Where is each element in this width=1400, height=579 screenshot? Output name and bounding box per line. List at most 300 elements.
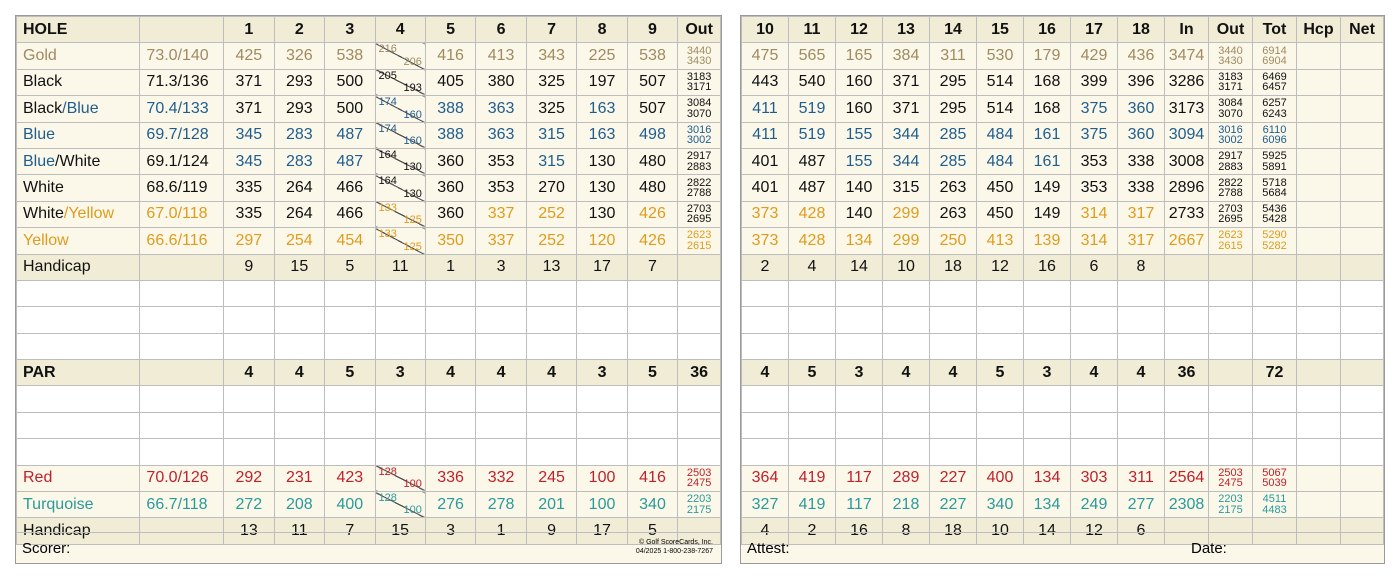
- hole-handicap: 4: [742, 518, 789, 544]
- hcp-cell[interactable]: [1297, 492, 1341, 518]
- score-entry-cell[interactable]: [1165, 439, 1209, 465]
- hole-par: 3: [836, 360, 883, 386]
- hole-yardage: 314: [1071, 201, 1118, 227]
- score-entry-cell[interactable]: [425, 307, 475, 333]
- score-row: [742, 307, 1384, 333]
- hole-yardage-split: [375, 201, 425, 227]
- hole-yardage: 326: [274, 43, 324, 69]
- score-entry-cell[interactable]: [627, 307, 677, 333]
- score-entry-cell[interactable]: [1071, 412, 1118, 438]
- net-cell[interactable]: [1341, 96, 1384, 122]
- hole-handicap: 10: [883, 254, 930, 280]
- total-upper: 2917: [686, 150, 712, 163]
- score-entry-cell[interactable]: [1118, 307, 1165, 333]
- hcp-cell[interactable]: [1297, 175, 1341, 201]
- total-upper: 3016: [686, 123, 712, 136]
- score-entry-cell[interactable]: [476, 386, 526, 412]
- hole-yardage: 423: [325, 465, 375, 491]
- hcp-cell[interactable]: [1297, 465, 1341, 491]
- hole-yardage: 514: [977, 69, 1024, 95]
- hole-yardage: 450: [977, 175, 1024, 201]
- total-upper: 2703: [1218, 202, 1243, 215]
- par-spacer: [140, 360, 224, 386]
- net-cell[interactable]: [1341, 492, 1384, 518]
- score-entry-cell[interactable]: [476, 439, 526, 465]
- score-entry-cell[interactable]: [1118, 412, 1165, 438]
- score-entry-cell[interactable]: [789, 333, 836, 359]
- score-entry-cell[interactable]: [742, 412, 789, 438]
- hole-yardage-split: [375, 175, 425, 201]
- score-entry-cell[interactable]: [836, 307, 883, 333]
- total-upper: 6257: [1262, 97, 1287, 110]
- score-entry-cell[interactable]: [1209, 307, 1253, 333]
- score-entry-cell[interactable]: [274, 333, 324, 359]
- hole-yardage-split: [375, 43, 425, 69]
- score-entry-cell[interactable]: [678, 386, 721, 412]
- hole-yardage: 314: [1071, 228, 1118, 254]
- out-total: [678, 201, 721, 227]
- tee-row: [17, 175, 721, 201]
- score-entry-cell[interactable]: [1071, 307, 1118, 333]
- score-entry-cell[interactable]: [1297, 439, 1341, 465]
- score-entry-cell[interactable]: [425, 412, 475, 438]
- score-entry-cell[interactable]: [526, 412, 576, 438]
- hole-yardage: 100: [577, 465, 627, 491]
- hole-yardage: 335: [224, 201, 274, 227]
- yardage-upper: 174: [378, 122, 397, 135]
- score-entry-cell[interactable]: [742, 307, 789, 333]
- handicap-empty: [1297, 254, 1341, 280]
- score-entry-cell[interactable]: [1341, 280, 1384, 306]
- tee-name: [17, 175, 140, 201]
- score-entry-cell[interactable]: [1253, 386, 1297, 412]
- hole-yardage: 428: [789, 228, 836, 254]
- hole-yardage: 117: [836, 492, 883, 518]
- hole-yardage-split: [375, 492, 425, 518]
- score-entry-cell[interactable]: [1071, 386, 1118, 412]
- score-entry-cell[interactable]: [1253, 439, 1297, 465]
- score-entry-cell[interactable]: [930, 307, 977, 333]
- score-entry-cell[interactable]: [1165, 280, 1209, 306]
- score-entry-cell[interactable]: [789, 280, 836, 306]
- score-entry-cell[interactable]: [224, 386, 274, 412]
- hole-yardage: 218: [883, 492, 930, 518]
- hole-handicap: 16: [836, 518, 883, 544]
- score-entry-cell[interactable]: [883, 307, 930, 333]
- score-entry-cell[interactable]: [1341, 439, 1384, 465]
- score-entry-cell[interactable]: [883, 412, 930, 438]
- score-entry-cell[interactable]: [526, 307, 576, 333]
- yardage-upper: 133: [378, 201, 397, 214]
- score-entry-cell[interactable]: [224, 412, 274, 438]
- hole-handicap: 3: [425, 518, 475, 544]
- score-entry-cell[interactable]: [325, 386, 375, 412]
- tee-rating: 69.7/128: [140, 122, 224, 148]
- score-entry-cell[interactable]: [1118, 333, 1165, 359]
- score-entry-cell[interactable]: [883, 333, 930, 359]
- score-entry-cell[interactable]: [1118, 439, 1165, 465]
- hole-row: [742, 17, 1384, 43]
- score-entry-cell[interactable]: [526, 280, 576, 306]
- score-entry-cell[interactable]: [789, 412, 836, 438]
- tee-rating: 71.3/136: [140, 69, 224, 95]
- hole-yardage: 360: [1118, 122, 1165, 148]
- score-entry-cell[interactable]: [742, 333, 789, 359]
- score-entry-cell[interactable]: [1297, 333, 1341, 359]
- hole-number: 13: [883, 17, 930, 43]
- hole-yardage: 263: [930, 175, 977, 201]
- score-entry-cell[interactable]: [836, 386, 883, 412]
- score-entry-cell[interactable]: [375, 412, 425, 438]
- tee-row: [17, 96, 721, 122]
- score-entry-cell[interactable]: [526, 439, 576, 465]
- net-cell[interactable]: [1341, 175, 1384, 201]
- total-upper: 5290: [1262, 229, 1287, 242]
- tee-row: [17, 228, 721, 254]
- total-upper: 6914: [1262, 44, 1287, 57]
- score-entry-cell[interactable]: [742, 439, 789, 465]
- score-entry-cell[interactable]: [1024, 307, 1071, 333]
- score-entry-cell[interactable]: [375, 280, 425, 306]
- score-entry-cell[interactable]: [977, 280, 1024, 306]
- score-entry-cell[interactable]: [526, 333, 576, 359]
- score-entry-cell[interactable]: [1209, 412, 1253, 438]
- hole-yardage: 375: [1071, 96, 1118, 122]
- hole-yardage: 289: [883, 465, 930, 491]
- score-entry-cell[interactable]: [1118, 280, 1165, 306]
- yardage-upper: 128: [378, 465, 397, 478]
- score-entry-cell[interactable]: [1165, 386, 1209, 412]
- hcp-cell[interactable]: [1297, 122, 1341, 148]
- score-entry-cell[interactable]: [325, 333, 375, 359]
- score-entry-cell[interactable]: [526, 386, 576, 412]
- score-entry-cell[interactable]: [224, 333, 274, 359]
- score-entry-cell[interactable]: [375, 333, 425, 359]
- score-entry-cell[interactable]: [577, 333, 627, 359]
- grand-total: [1253, 465, 1297, 491]
- score-entry-cell[interactable]: [742, 280, 789, 306]
- score-entry-cell[interactable]: [476, 412, 526, 438]
- score-entry-cell[interactable]: [224, 280, 274, 306]
- score-entry-cell[interactable]: [425, 386, 475, 412]
- total-lower: 2475: [1218, 477, 1243, 490]
- score-entry-cell[interactable]: [930, 412, 977, 438]
- score-entry-cell[interactable]: [1024, 439, 1071, 465]
- score-entry-cell[interactable]: [577, 280, 627, 306]
- total-upper: 3183: [1218, 70, 1243, 83]
- tee-name-part: Gold: [23, 47, 57, 65]
- score-entry-cell[interactable]: [140, 412, 224, 438]
- score-entry-cell[interactable]: [1071, 280, 1118, 306]
- tee-rating: 66.6/116: [140, 228, 224, 254]
- total-upper: 4511: [1262, 493, 1287, 506]
- net-cell[interactable]: [1341, 122, 1384, 148]
- score-entry-cell[interactable]: [17, 386, 140, 412]
- hole-yardage: 340: [627, 492, 677, 518]
- score-entry-cell[interactable]: [274, 386, 324, 412]
- score-entry-cell[interactable]: [1297, 280, 1341, 306]
- score-entry-cell[interactable]: [789, 307, 836, 333]
- score-entry-cell[interactable]: [883, 439, 930, 465]
- score-entry-cell[interactable]: [1297, 307, 1341, 333]
- total-upper: 2203: [686, 493, 712, 506]
- score-entry-cell[interactable]: [627, 386, 677, 412]
- total-lower: 6457: [1262, 81, 1287, 94]
- score-entry-cell[interactable]: [1209, 280, 1253, 306]
- hole-handicap: 12: [1071, 518, 1118, 544]
- net-cell[interactable]: [1341, 201, 1384, 227]
- tee-row: [742, 96, 1384, 122]
- score-entry-cell[interactable]: [1165, 412, 1209, 438]
- score-entry-cell[interactable]: [678, 307, 721, 333]
- score-entry-cell[interactable]: [836, 333, 883, 359]
- net-cell[interactable]: [1341, 148, 1384, 174]
- hcp-cell[interactable]: [1297, 69, 1341, 95]
- score-entry-cell[interactable]: [17, 439, 140, 465]
- score-entry-cell[interactable]: [1253, 412, 1297, 438]
- in-total: 2896: [1165, 175, 1209, 201]
- score-row: [742, 386, 1384, 412]
- hole-handicap: 13: [224, 518, 274, 544]
- score-entry-cell[interactable]: [274, 280, 324, 306]
- score-entry-cell[interactable]: [836, 412, 883, 438]
- score-entry-cell[interactable]: [627, 280, 677, 306]
- score-entry-cell[interactable]: [375, 439, 425, 465]
- hole-yardage: 364: [742, 465, 789, 491]
- hole-yardage: 292: [224, 465, 274, 491]
- score-entry-cell[interactable]: [577, 386, 627, 412]
- hole-yardage: 338: [1118, 148, 1165, 174]
- score-entry-cell[interactable]: [678, 412, 721, 438]
- score-entry-cell[interactable]: [577, 412, 627, 438]
- out-total: [1209, 43, 1253, 69]
- hole-yardage: 363: [476, 122, 526, 148]
- hcp-cell[interactable]: [1297, 43, 1341, 69]
- score-entry-cell[interactable]: [930, 280, 977, 306]
- score-entry-cell[interactable]: [1341, 333, 1384, 359]
- score-entry-cell[interactable]: [274, 307, 324, 333]
- net-cell[interactable]: [1341, 465, 1384, 491]
- handicap-label: Handicap: [17, 254, 140, 280]
- hole-yardage: 264: [274, 201, 324, 227]
- score-entry-cell[interactable]: [977, 386, 1024, 412]
- in-total: 2564: [1165, 465, 1209, 491]
- back-nine-card: [740, 15, 1385, 564]
- hole-yardage: 507: [627, 69, 677, 95]
- score-entry-cell[interactable]: [1071, 333, 1118, 359]
- score-entry-cell[interactable]: [789, 386, 836, 412]
- attest-label: Attest:: [747, 540, 790, 557]
- hole-par: 4: [425, 360, 475, 386]
- score-entry-cell[interactable]: [1024, 280, 1071, 306]
- in-total: 2733: [1165, 201, 1209, 227]
- hole-yardage: 419: [789, 492, 836, 518]
- hole-handicap: 18: [930, 254, 977, 280]
- tee-name-part: /Yellow: [63, 205, 115, 223]
- score-entry-cell[interactable]: [1165, 333, 1209, 359]
- hole-handicap: 2: [742, 254, 789, 280]
- score-entry-cell[interactable]: [476, 307, 526, 333]
- score-entry-cell[interactable]: [425, 333, 475, 359]
- score-entry-cell[interactable]: [1341, 412, 1384, 438]
- net-cell[interactable]: [1341, 228, 1384, 254]
- hole-yardage: 263: [930, 201, 977, 227]
- score-entry-cell[interactable]: [140, 439, 224, 465]
- total-upper: 3440: [1218, 44, 1243, 57]
- hole-yardage: 165: [836, 43, 883, 69]
- score-entry-cell[interactable]: [476, 280, 526, 306]
- score-entry-cell[interactable]: [627, 439, 677, 465]
- hcp-cell[interactable]: [1297, 96, 1341, 122]
- total-lower: 2788: [686, 187, 712, 200]
- score-entry-cell[interactable]: [325, 307, 375, 333]
- tee-name: [17, 201, 140, 227]
- hcp-cell[interactable]: [1297, 148, 1341, 174]
- hole-yardage: 353: [476, 148, 526, 174]
- total-upper: 5067: [1262, 466, 1287, 479]
- score-entry-cell[interactable]: [325, 412, 375, 438]
- score-entry-cell[interactable]: [930, 333, 977, 359]
- score-entry-cell[interactable]: [577, 439, 627, 465]
- hole-yardage: 353: [1071, 175, 1118, 201]
- hcp-cell[interactable]: [1297, 201, 1341, 227]
- score-entry-cell[interactable]: [425, 280, 475, 306]
- total-upper: 3084: [686, 97, 712, 110]
- score-entry-cell[interactable]: [17, 333, 140, 359]
- hole-number: Hcp: [1297, 17, 1341, 43]
- score-entry-cell[interactable]: [627, 412, 677, 438]
- hole-yardage: 293: [274, 96, 324, 122]
- hole-yardage: 160: [836, 96, 883, 122]
- hole-yardage: 480: [627, 148, 677, 174]
- hole-yardage: 325: [526, 69, 576, 95]
- score-entry-cell[interactable]: [17, 280, 140, 306]
- hole-handicap: 8: [883, 518, 930, 544]
- score-entry-cell[interactable]: [140, 307, 224, 333]
- score-entry-cell[interactable]: [789, 439, 836, 465]
- score-entry-cell[interactable]: [883, 280, 930, 306]
- hole-par: 4: [930, 360, 977, 386]
- score-entry-cell[interactable]: [1253, 280, 1297, 306]
- score-entry-cell[interactable]: [977, 412, 1024, 438]
- score-entry-cell[interactable]: [930, 386, 977, 412]
- score-entry-cell[interactable]: [274, 412, 324, 438]
- score-entry-cell[interactable]: [140, 280, 224, 306]
- score-entry-cell[interactable]: [17, 412, 140, 438]
- score-entry-cell[interactable]: [977, 307, 1024, 333]
- handicap-label: Handicap: [17, 518, 140, 544]
- total-lower: 3171: [686, 81, 712, 94]
- score-entry-cell[interactable]: [1341, 386, 1384, 412]
- score-entry-cell[interactable]: [1024, 333, 1071, 359]
- score-entry-cell[interactable]: [1297, 386, 1341, 412]
- score-entry-cell[interactable]: [375, 386, 425, 412]
- hole-yardage-split: [375, 122, 425, 148]
- total-upper: 5436: [1262, 202, 1287, 215]
- tee-name: [17, 43, 140, 69]
- score-entry-cell[interactable]: [577, 307, 627, 333]
- total-lower: 5282: [1262, 239, 1287, 252]
- score-entry-cell[interactable]: [1071, 439, 1118, 465]
- tee-row: [17, 148, 721, 174]
- hole-yardage: 428: [789, 201, 836, 227]
- score-entry-cell[interactable]: [1297, 412, 1341, 438]
- score-entry-cell[interactable]: [1209, 333, 1253, 359]
- grand-total: [1253, 96, 1297, 122]
- hole-yardage: 297: [224, 228, 274, 254]
- score-entry-cell[interactable]: [17, 307, 140, 333]
- score-entry-cell[interactable]: [1165, 307, 1209, 333]
- hole-handicap: 17: [577, 254, 627, 280]
- hole-par: 4: [742, 360, 789, 386]
- net-cell[interactable]: [1341, 43, 1384, 69]
- score-entry-cell[interactable]: [836, 280, 883, 306]
- hole-yardage: 380: [476, 69, 526, 95]
- score-entry-cell[interactable]: [678, 333, 721, 359]
- score-entry-cell[interactable]: [1118, 386, 1165, 412]
- score-entry-cell[interactable]: [224, 439, 274, 465]
- hole-yardage: 411: [742, 122, 789, 148]
- hole-yardage: 168: [1024, 69, 1071, 95]
- score-entry-cell[interactable]: [883, 386, 930, 412]
- score-entry-cell[interactable]: [1024, 412, 1071, 438]
- score-entry-cell[interactable]: [977, 333, 1024, 359]
- score-entry-cell[interactable]: [476, 333, 526, 359]
- score-entry-cell[interactable]: [1209, 439, 1253, 465]
- score-entry-cell[interactable]: [1341, 307, 1384, 333]
- score-entry-cell[interactable]: [1209, 386, 1253, 412]
- score-entry-cell[interactable]: [325, 439, 375, 465]
- score-entry-cell[interactable]: [274, 439, 324, 465]
- out-total: [1209, 465, 1253, 491]
- score-entry-cell[interactable]: [1253, 333, 1297, 359]
- score-entry-cell[interactable]: [1024, 386, 1071, 412]
- score-entry-cell[interactable]: [678, 280, 721, 306]
- hole-par: 3: [1024, 360, 1071, 386]
- hcp-cell[interactable]: [1297, 228, 1341, 254]
- hole-yardage: 315: [883, 175, 930, 201]
- score-entry-cell[interactable]: [224, 307, 274, 333]
- total-lower: 6096: [1262, 134, 1287, 147]
- hole-yardage: 283: [274, 148, 324, 174]
- score-entry-cell[interactable]: [1253, 307, 1297, 333]
- hole-yardage: 250: [930, 228, 977, 254]
- score-entry-cell[interactable]: [742, 386, 789, 412]
- hole-yardage: 371: [224, 69, 274, 95]
- tee-name-part: Yellow: [23, 231, 69, 249]
- out-total: [1209, 201, 1253, 227]
- score-entry-cell[interactable]: [627, 333, 677, 359]
- score-entry-cell[interactable]: [836, 439, 883, 465]
- score-entry-cell[interactable]: [375, 307, 425, 333]
- score-entry-cell[interactable]: [930, 439, 977, 465]
- score-row: [742, 333, 1384, 359]
- score-entry-cell[interactable]: [140, 333, 224, 359]
- hole-yardage: 272: [224, 492, 274, 518]
- score-entry-cell[interactable]: [425, 439, 475, 465]
- score-entry-cell[interactable]: [977, 439, 1024, 465]
- out-total: [1209, 175, 1253, 201]
- net-cell[interactable]: [1341, 69, 1384, 95]
- score-entry-cell[interactable]: [678, 439, 721, 465]
- hole-yardage: 466: [325, 201, 375, 227]
- score-entry-cell[interactable]: [140, 386, 224, 412]
- total-upper: 2503: [686, 466, 712, 479]
- hole-yardage: 388: [425, 96, 475, 122]
- total-upper: 5925: [1262, 150, 1287, 163]
- score-entry-cell[interactable]: [325, 280, 375, 306]
- hole-yardage: 487: [325, 122, 375, 148]
